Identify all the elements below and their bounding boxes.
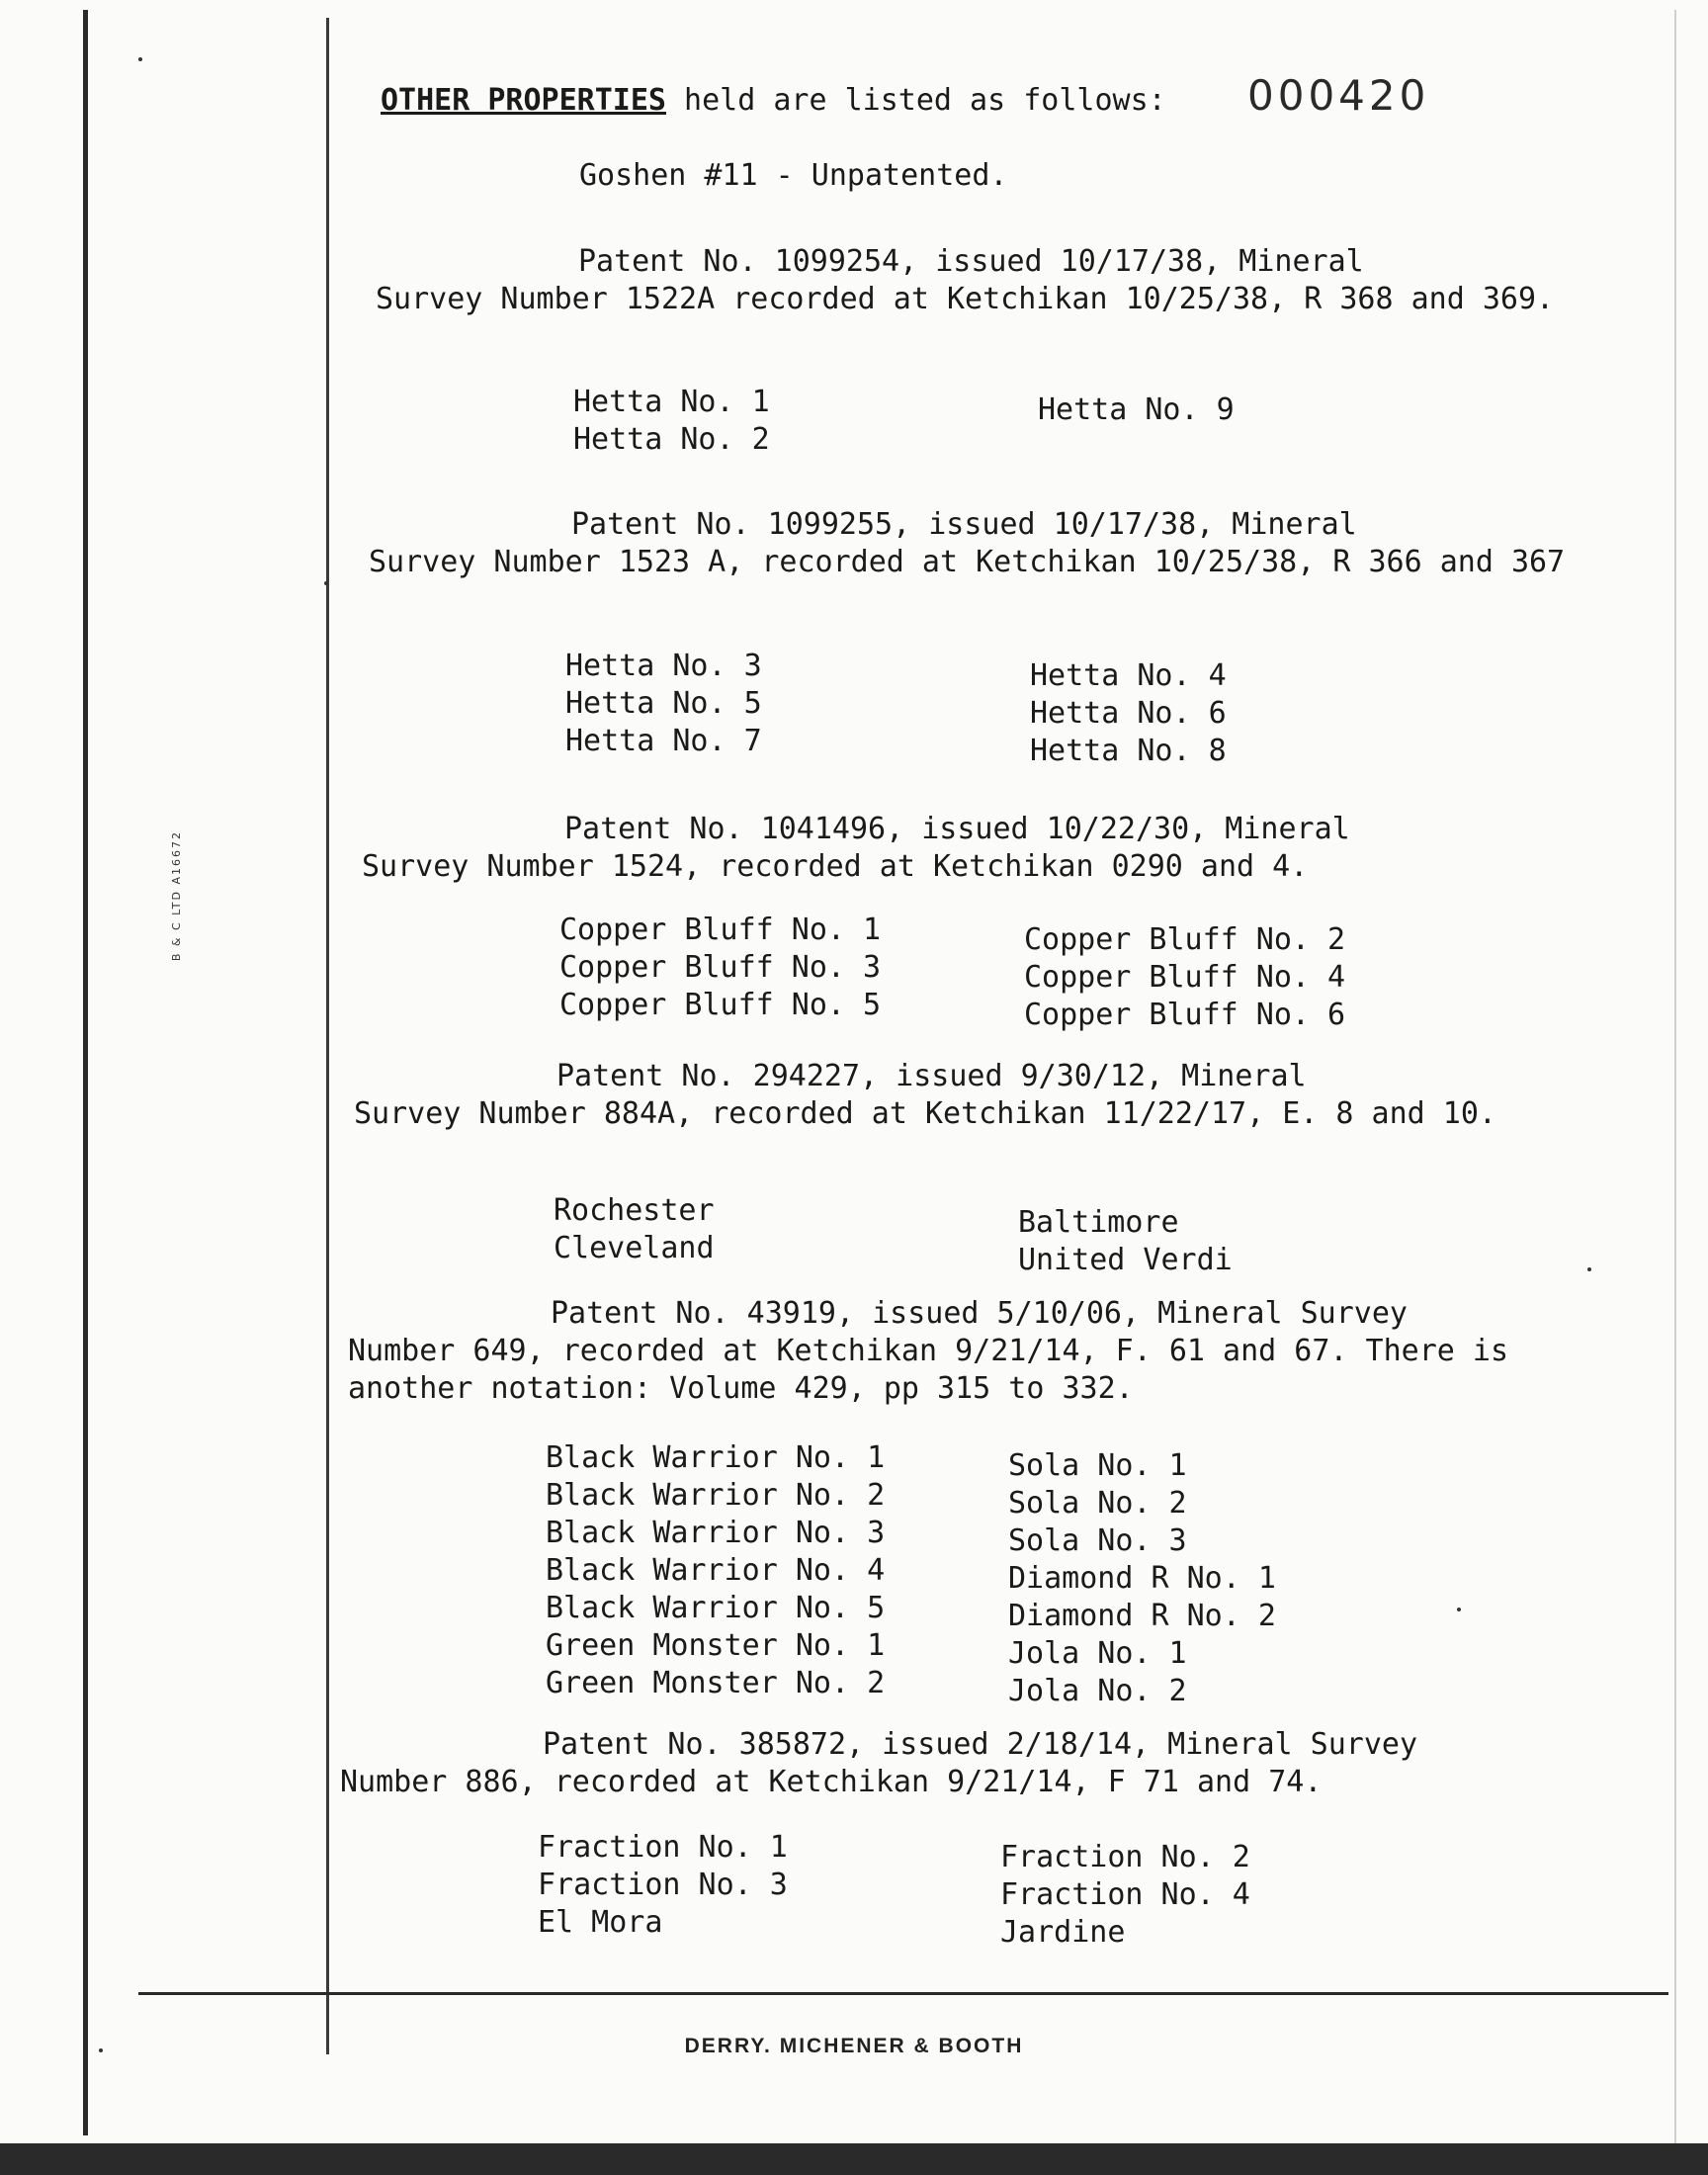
- claim-item: Fraction No. 2: [1000, 1840, 1250, 1874]
- claim-item: Black Warrior No. 2: [546, 1478, 886, 1513]
- claim-item: Diamond R No. 1: [1008, 1561, 1276, 1596]
- claim-item: Copper Bluff No. 2: [1024, 922, 1346, 957]
- claim-item: Fraction No. 3: [538, 1868, 788, 1902]
- patent-rest: Number 886, recorded at Ketchikan 9/21/14, F 71 and 74.: [340, 1765, 1323, 1799]
- side-printer-mark: B & C LTD A16672: [170, 830, 183, 962]
- claim-item: Copper Bluff No. 5: [559, 988, 882, 1022]
- patent-paragraph: [348, 1295, 1554, 1408]
- claim-item: Jardine: [1000, 1915, 1126, 1950]
- right-page-edge: [1674, 10, 1676, 2155]
- claim-item: Diamond R No. 2: [1008, 1599, 1276, 1633]
- scan-speck: [138, 57, 142, 61]
- claim-item: Hetta No. 1: [573, 385, 770, 419]
- claim-item: Hetta No. 5: [565, 686, 762, 721]
- claim-item: Copper Bluff No. 6: [1024, 998, 1346, 1032]
- claim-item: Hetta No. 6: [1030, 696, 1227, 731]
- claim-item: El Mora: [538, 1905, 663, 1940]
- patent-first-line: Patent No. 1041496, issued 10/22/30, Mineral: [564, 812, 1350, 846]
- scan-speck: [1587, 1267, 1591, 1271]
- claim-item: Copper Bluff No. 1: [559, 913, 882, 947]
- patent-rest: Survey Number 1523 A, recorded at Ketchikan 10/25/38, R 366 and 367: [369, 545, 1566, 579]
- claim-item: Sola No. 2: [1008, 1486, 1187, 1521]
- scan-speck: [324, 581, 328, 585]
- left-page-edge: [83, 10, 88, 2135]
- claim-item: Jola No. 1: [1008, 1636, 1187, 1671]
- intro-line: [381, 83, 1166, 118]
- claim-item: Hetta No. 2: [573, 422, 770, 457]
- patent-first-line: Patent No. 1099255, issued 10/17/38, Mineral: [571, 507, 1357, 542]
- claim-item: Green Monster No. 2: [546, 1666, 886, 1700]
- claim-item: Black Warrior No. 1: [546, 1440, 886, 1475]
- scan-speck: [99, 2048, 103, 2052]
- document-number-stamp: 000420: [1247, 71, 1430, 120]
- margin-rule: [326, 18, 329, 2054]
- claim-item: Hetta No. 3: [565, 649, 762, 683]
- patent-paragraph: [369, 506, 1575, 581]
- claim-item: Black Warrior No. 3: [546, 1516, 886, 1550]
- claim-item: Black Warrior No. 4: [546, 1553, 886, 1588]
- patent-first-line: Patent No. 385872, issued 2/18/14, Mineral Survey: [543, 1727, 1418, 1762]
- claim-item: Hetta No. 9: [1038, 392, 1235, 427]
- claim-item: Hetta No. 4: [1030, 658, 1227, 693]
- claim-item: Black Warrior No. 5: [546, 1591, 886, 1625]
- claim-item: Hetta No. 8: [1030, 734, 1227, 768]
- patent-rest: Number 649, recorded at Ketchikan 9/21/14, F. 61 and 67. There is another notation: Volume 429, pp 315 to 332.: [348, 1334, 1508, 1406]
- claim-item: Baltimore: [1018, 1205, 1179, 1240]
- patent-paragraph: [354, 1058, 1560, 1133]
- patent-paragraph: [362, 811, 1568, 886]
- patent-first-line: Patent No. 294227, issued 9/30/12, Mineral: [556, 1059, 1307, 1093]
- goshen-line: Goshen #11 - Unpatented.: [579, 158, 1008, 193]
- patent-paragraph: [376, 243, 1581, 318]
- claim-item: Sola No. 1: [1008, 1448, 1187, 1483]
- patent-rest: Survey Number 884A, recorded at Ketchikan 11/22/17, E. 8 and 10.: [354, 1096, 1496, 1131]
- claim-item: United Verdi: [1018, 1243, 1233, 1277]
- claim-item: Copper Bluff No. 3: [559, 950, 882, 985]
- intro-text: held are listed as follows:: [665, 83, 1166, 118]
- claim-item: Sola No. 3: [1008, 1523, 1187, 1558]
- firm-footer: DERRY. MICHENER & BOOTH: [684, 2035, 1024, 2057]
- claim-item: Cleveland: [554, 1231, 715, 1265]
- patent-first-line: Patent No. 1099254, issued 10/17/38, Mineral: [578, 244, 1364, 279]
- bottom-rule: [138, 1992, 1668, 1995]
- claim-item: Rochester: [554, 1193, 715, 1228]
- claim-item: Green Monster No. 1: [546, 1628, 886, 1663]
- patent-paragraph: [340, 1726, 1546, 1801]
- heading-other-properties: OTHER PROPERTIES: [381, 83, 666, 118]
- scan-speck: [1457, 1608, 1461, 1611]
- claim-item: Fraction No. 1: [538, 1830, 788, 1865]
- claim-item: Copper Bluff No. 4: [1024, 960, 1346, 995]
- claim-item: Jola No. 2: [1008, 1674, 1187, 1708]
- claim-item: Fraction No. 4: [1000, 1877, 1250, 1912]
- patent-rest: Survey Number 1522A recorded at Ketchikan 10/25/38, R 368 and 369.: [376, 282, 1555, 316]
- claim-item: Hetta No. 7: [565, 724, 762, 758]
- patent-first-line: Patent No. 43919, issued 5/10/06, Mineral Survey: [551, 1296, 1408, 1331]
- patent-rest: Survey Number 1524, recorded at Ketchikan 0290 and 4.: [362, 849, 1309, 884]
- bottom-page-edge: [0, 2143, 1708, 2175]
